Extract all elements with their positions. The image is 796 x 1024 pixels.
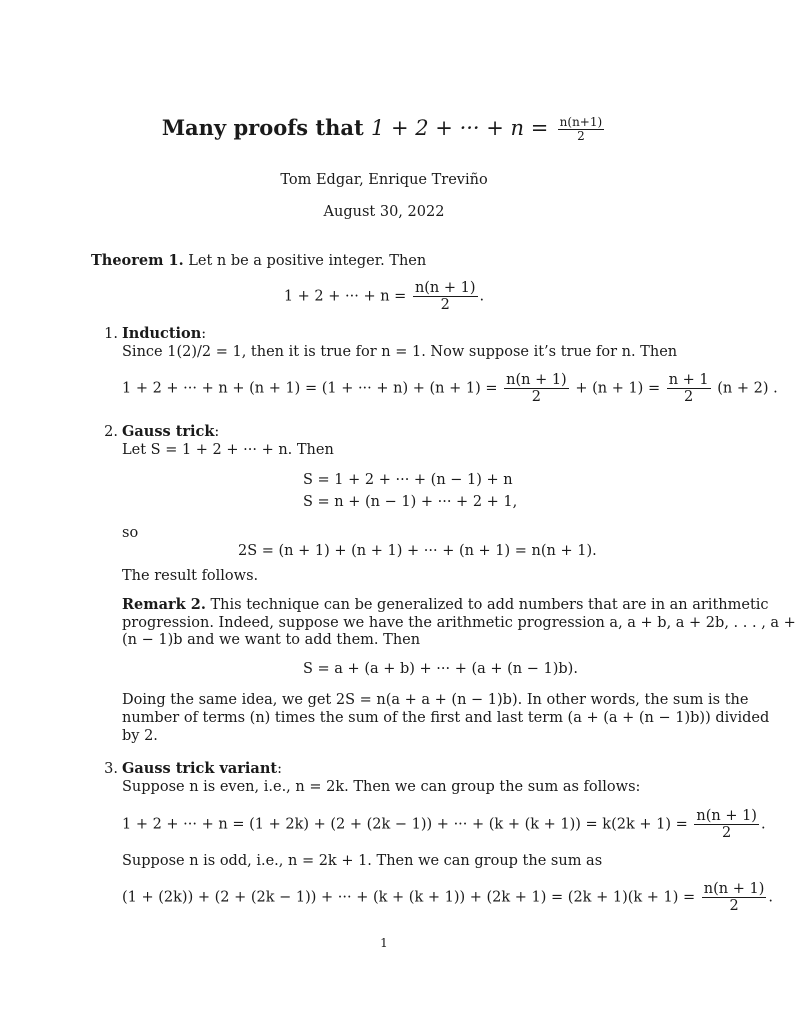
item-1-equation: [122, 372, 778, 405]
item-1-number: 1.: [104, 326, 118, 342]
item-3-heading: Gauss trick variant: [122, 760, 278, 777]
item-3-even-num: n(n + 1): [696, 808, 757, 824]
item-1-eq-frac2: [667, 372, 711, 405]
theorem-eq-fraction: [413, 280, 478, 313]
item-1-eq-frac1: [504, 372, 569, 405]
item-3-odd-equation: (1 + (2k)) + (2 + (2k − 1)) + ··· + (k + (k + 1)) + (2k + 1) = (2k + 1)(k + 1) = $\frac{n(n + 1)}{2}$ .: [122, 881, 773, 914]
item-3-number: 3.: [104, 761, 118, 777]
item-1-frac2-num: n + 1: [668, 372, 709, 388]
item-1-eq-part1: 1 + 2 + ··· + n + (n + 1) = (1 + ··· + n) + (n + 1) =: [122, 380, 498, 397]
item-3-even-eq-lhs: 1 + 2 + ··· + n = (1 + 2k) + (2 + (2k − 1)) + ··· + (k + (k + 1)) = k(2k + 1) =: [122, 816, 688, 833]
item-1-frac2-den: 2: [667, 388, 711, 405]
title-frac-num: n(n+1): [559, 115, 603, 129]
item-1-heading: Induction: [122, 325, 202, 342]
theorem-text: Let n be a positive integer. Then: [188, 253, 427, 269]
paper-title: [0, 116, 768, 143]
theorem-statement: [91, 252, 426, 270]
remark-after-line-3: by 2.: [122, 728, 158, 744]
item-2-heading: Gauss trick: [122, 423, 215, 440]
theorem-eq-den: 2: [413, 296, 478, 313]
item-1-frac1-num: n(n + 1): [506, 372, 567, 388]
item-2-so: so: [122, 525, 139, 541]
authors: Tom Edgar, Enrique Treviño: [280, 172, 488, 188]
remark-line-1: [122, 596, 769, 614]
item-3-even-den: 2: [694, 824, 759, 841]
item-3-even-fraction: [694, 808, 759, 841]
theorem-equation: [0, 280, 768, 313]
remark-label: Remark 2.: [122, 596, 206, 613]
page-number: 1: [380, 936, 388, 950]
item-2-result: The result follows.: [122, 568, 259, 584]
date: August 30, 2022: [323, 204, 445, 220]
item-1-eq-part3: (n + 2) .: [717, 380, 778, 397]
title-text: Many proofs that: [161, 115, 364, 140]
item-3-even-text: Suppose n is even, i.e., n = 2k. Then we can group the sum as follows:: [122, 779, 641, 795]
item-1-frac1-den: 2: [504, 388, 569, 405]
item-2-eq-line2: S = n + (n − 1) + ··· + 2 + 1,: [303, 494, 518, 510]
item-3-odd-eq-lhs: (1 + (2k)) + (2 + (2k − 1)) + ··· + (k + (k + 1)) + (2k + 1) = (2k + 1)(k + 1) =: [122, 889, 696, 906]
remark-after-line-2: number of terms (n) times the sum of the first and last term (a + (a + (n − 1)b)) divided: [122, 710, 770, 726]
remark-after-line-1: Doing the same idea, we get 2S = n(a + a + (n − 1)b). In other words, the sum is the: [122, 692, 749, 708]
item-3-odd-fraction: [702, 881, 767, 914]
item-2-eq-2s: 2S = (n + 1) + (n + 1) + ··· + (n + 1) = n(n + 1).: [238, 543, 597, 559]
title-fraction: [558, 116, 605, 143]
item-2-text: Let S = 1 + 2 + ··· + n. Then: [122, 442, 334, 458]
theorem-eq-lhs: 1 + 2 + ··· + n =: [283, 288, 407, 305]
item-2-eq-line1: S = 1 + 2 + ··· + (n − 1) + n: [303, 472, 513, 488]
item-3-odd-text: Suppose n is odd, i.e., n = 2k + 1. Then we can group the sum as: [122, 853, 603, 869]
item-3-odd-num: n(n + 1): [703, 881, 765, 897]
theorem-eq-end: .: [479, 288, 485, 305]
item-3-even-equation: 1 + 2 + ··· + n = (1 + 2k) + (2 + (2k − 1)) + ··· + (k + (k + 1)) = k(2k + 1) = $\frac{n(n + 1)}{2}$ .: [122, 808, 766, 841]
theorem-eq-num: n(n + 1): [414, 280, 476, 296]
title-math-lhs: 1 + 2 + ··· + n =: [370, 116, 549, 140]
remark-line1-text: This technique can be generalized to add numbers that are in an arithmetic: [210, 597, 769, 613]
item-3-odd-den: 2: [702, 897, 767, 914]
item-2-number: 2.: [104, 424, 118, 440]
title-frac-den: 2: [558, 129, 605, 143]
remark-line-3: (n − 1)b and we want to add them. Then: [122, 632, 421, 648]
remark-line-2: progression. Indeed, suppose we have the arithmetic progression a, a + b, a + 2b, . . . , a +: [122, 615, 796, 631]
remark-equation: S = a + (a + b) + ··· + (a + (n − 1)b).: [303, 661, 578, 677]
item-1-eq-part2: + (n + 1) =: [575, 380, 661, 397]
item-1-text: Since 1(2)/2 = 1, then it is true for n = 1. Now suppose it’s true for n. Then: [122, 344, 678, 360]
theorem-label: Theorem 1.: [91, 252, 184, 269]
